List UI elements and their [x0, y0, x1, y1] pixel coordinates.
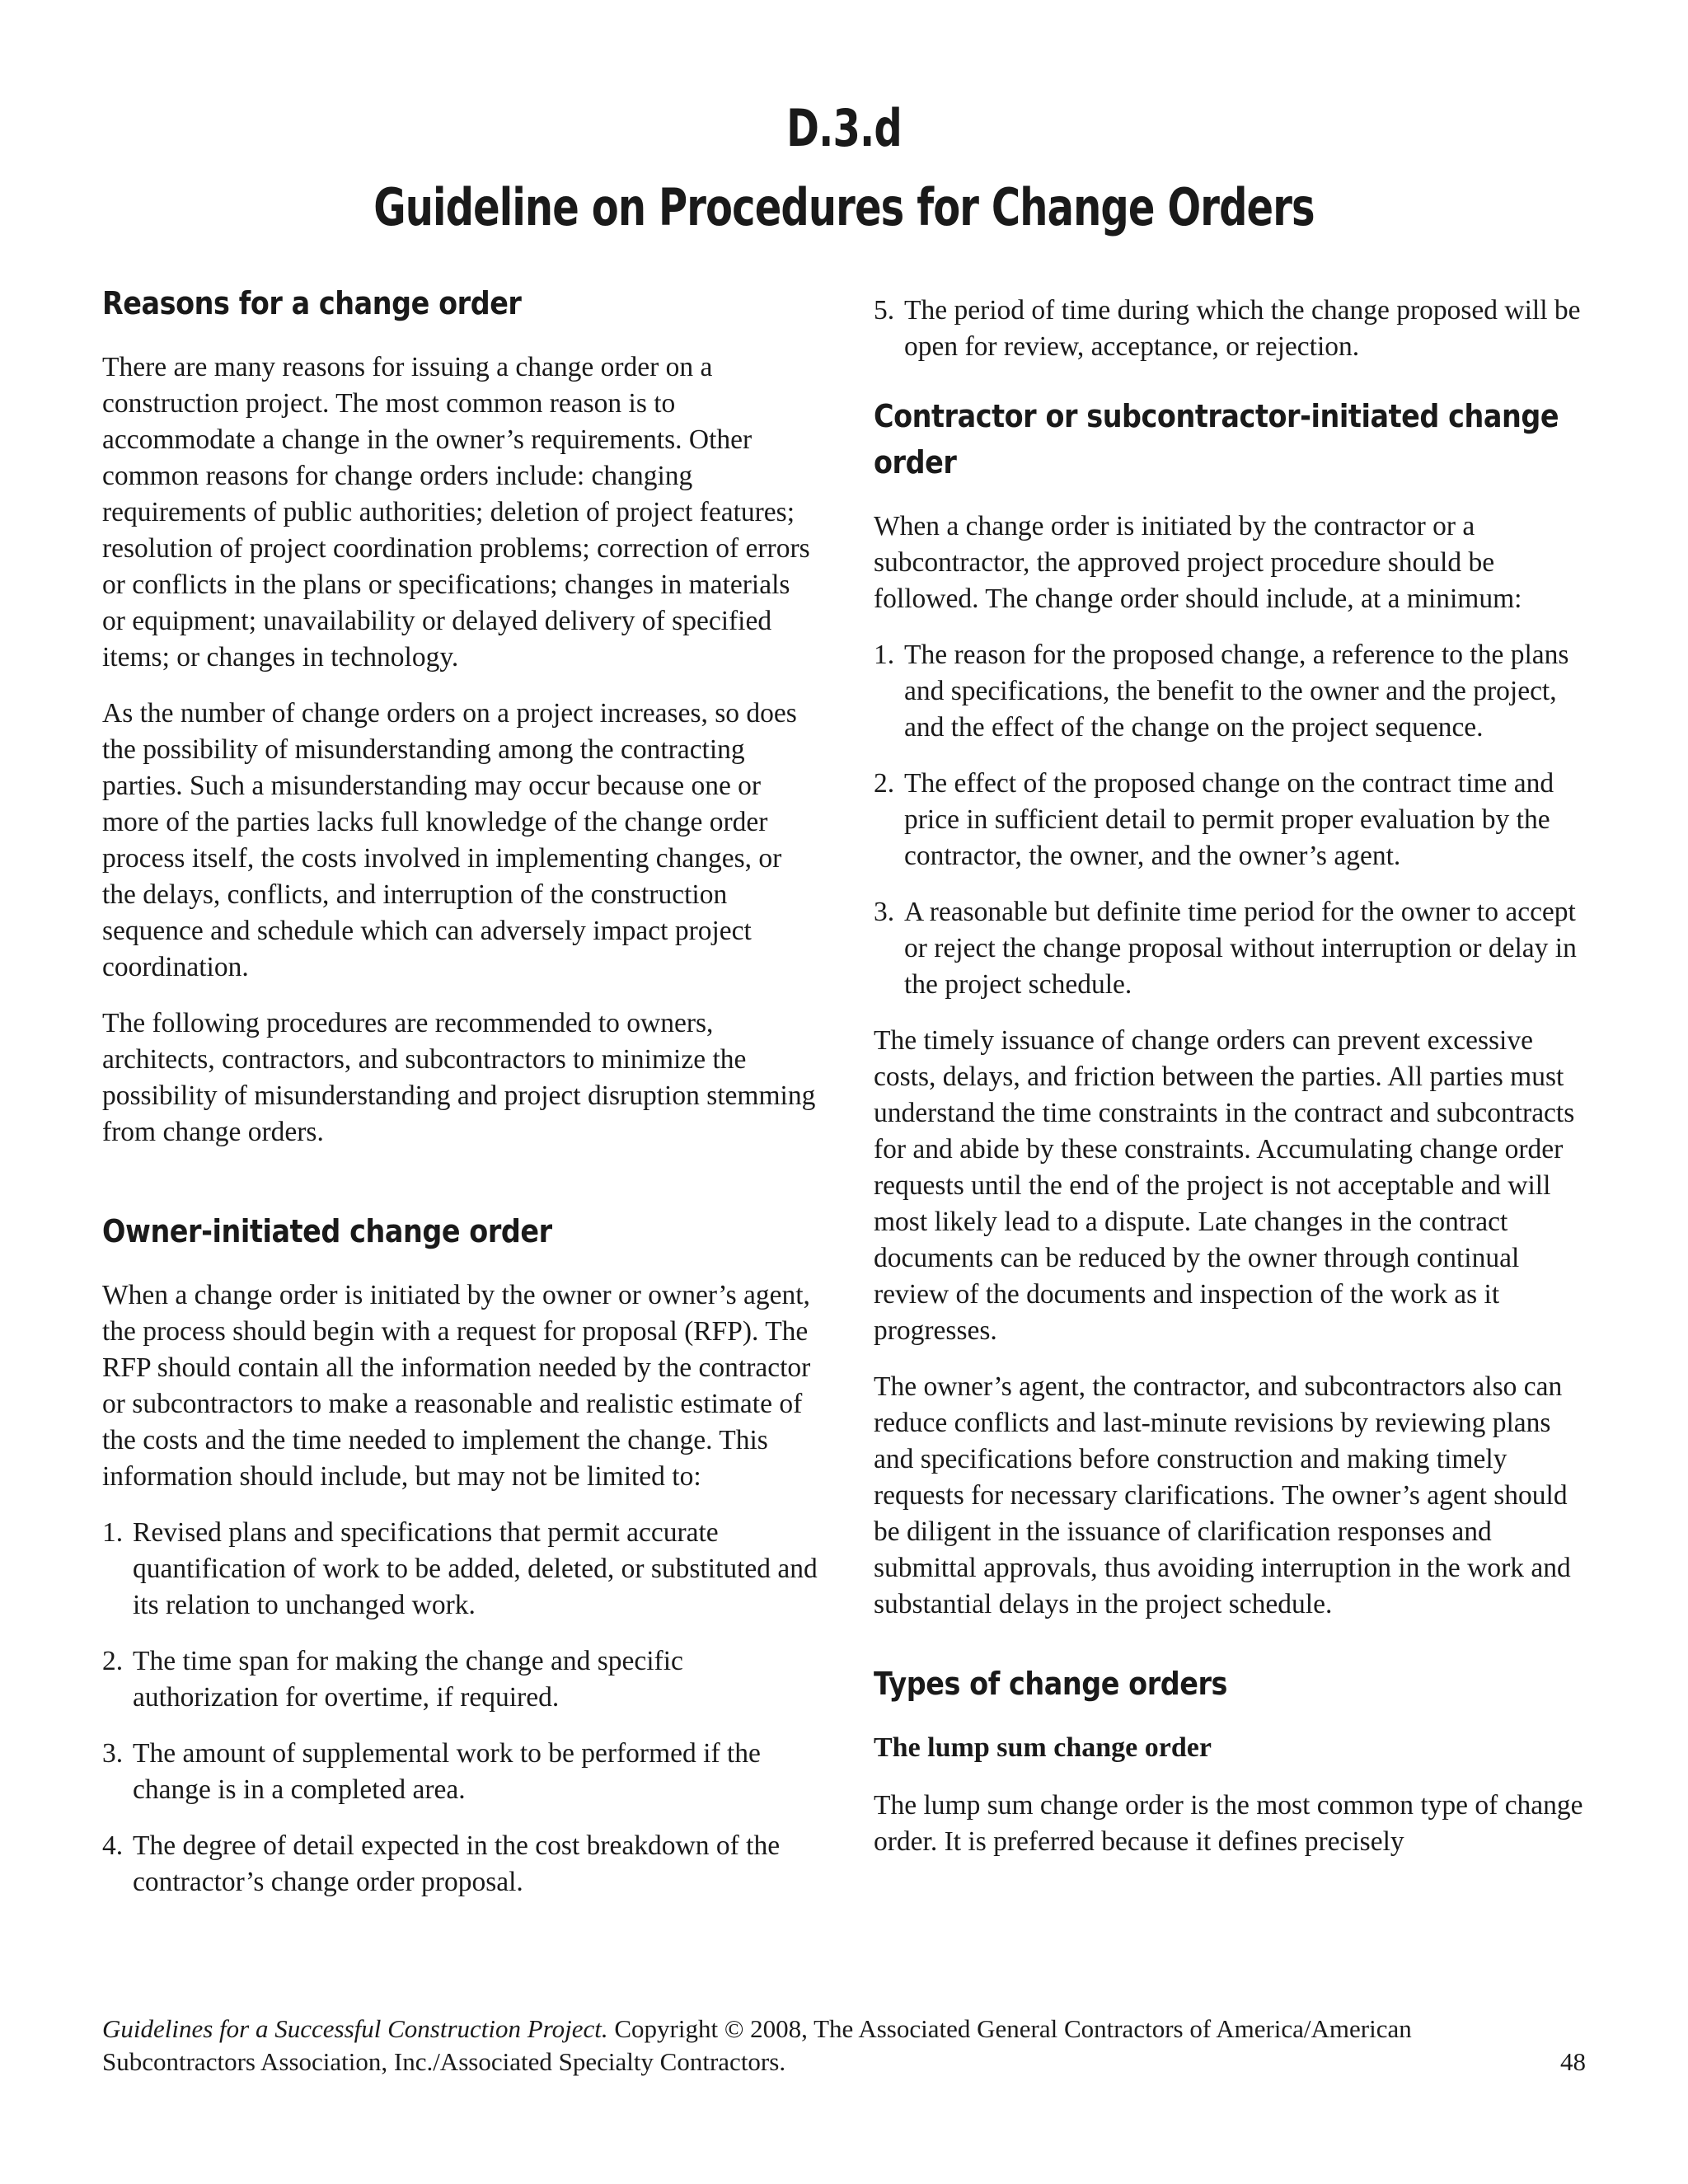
section-code: D.3.d	[786, 98, 902, 158]
paragraph-misunderstanding: As the number of change orders on a project increases, so does the possibility of misunderstanding among the contracting parties. Such a misunderstanding may occur because one or more of the parties lacks full knowledge of the change order process itself, the costs involved in implementing changes, or the delays, conflicts, and interruption of the construction sequence and schedule which can adversely impact project coordination.	[102, 698, 797, 982]
list-item: 3. The amount of supplemental work to be performed if the change is in a completed area.	[102, 1738, 761, 1805]
heading-contractor-initiated: Contractor or subcontractor-initiated change order	[874, 398, 1559, 480]
paragraph-reasons: There are many reasons for issuing a change order on a construction project. The most common reason is to accommodate a change in the owner’s requirements. Other common reasons for change orders include: changing requirements of public authorities; deletion of project features; resolution of project coordination problems; correction of errors or conflicts in the plans or specifications; changes in materials or equipment; unavailability or delayed delivery of specified items; or changes in technology.	[102, 352, 810, 673]
footer-line-1	[102, 2013, 1586, 2046]
list-item: 5. The period of time during which the change proposed will be open for review, acceptance, or rejection.	[874, 295, 1581, 362]
copyright-text: Copyright © 2008, The Associated General Contractors of America/American	[607, 2014, 1412, 2043]
footer-line-2	[102, 2046, 1586, 2079]
list-item: 4. The degree of detail expected in the cost breakdown of the contractor’s change order proposal.	[102, 1830, 781, 1897]
page-footer	[102, 2013, 1586, 2079]
list-item: 2. The time span for making the change and specific authorization for overtime, if required.	[102, 1646, 683, 1713]
paragraph-owners-agent: The owner’s agent, the contractor, and subcontractors also can reduce conflicts and last-minute revisions by reviewing plans and specifications before construction and making timely requests for necessary clarifications. The owner’s agent should be diligent in the issuance of clarification responses and submittal approvals, thus avoiding interruption in the work and substantial delays in the project schedule.	[874, 1371, 1571, 1619]
list-item: 2. The effect of the proposed change on the contract time and price in sufficient detail to permit proper evaluation by the contractor, the owner, and the owner’s agent.	[874, 768, 1554, 871]
copyright-text-2: Subcontractors Association, Inc./Associated Specialty Contractors.	[102, 2047, 786, 2076]
paragraph-procedures: The following procedures are recommended to owners, architects, contractors, and subcontractors to minimize the possibility of misunderstanding and project disruption stemming from change orders.	[102, 1008, 816, 1147]
paragraph-lump-sum: The lump sum change order is the most common type of change order. It is preferred because it defines precisely	[874, 1790, 1583, 1857]
heading-reasons: Reasons for a change order	[102, 285, 522, 321]
list-item: 1. Revised plans and specifications that permit accurate quantification of work to be added, deleted, or substituted and its relation to unchanged work.	[102, 1517, 818, 1620]
heading-types: Types of change orders	[874, 1666, 1228, 1702]
left-column	[102, 280, 819, 1920]
paragraph-owner-rfp: When a change order is initiated by the owner or owner’s agent, the process should begin with a request for proposal (RFP). The RFP should contain all the information needed by the contractor or subcontractors to make a reasonable and realistic estimate of the costs and the time needed to implement the change. This information should include, but may not be limited to:	[102, 1280, 811, 1492]
page-title: Guideline on Procedures for Change Orders	[373, 177, 1315, 237]
heading-owner-initiated: Owner-initiated change order	[102, 1213, 552, 1249]
paragraph-timely-issuance: The timely issuance of change orders can prevent excessive costs, delays, and friction between the parties. All parties must understand the time constraints in the contract and subcontracts for and abide by these constraints. Accumulating change order requests until the end of the project is not acceptable and will most likely lead to a dispute. Late changes in the contract documents can be reduced by the owner through continual review of the documents and inspection of the work as it progresses.	[874, 1025, 1575, 1346]
subheading-lump-sum: The lump sum change order	[874, 1732, 1212, 1763]
right-column	[874, 293, 1591, 1880]
list-item: 3. A reasonable but definite time period for the owner to accept or reject the change proposal without interruption or delay in the project schedule.	[874, 897, 1577, 1000]
book-title: Guidelines for a Successful Construction Project.	[102, 2014, 608, 2043]
page-header	[0, 89, 1688, 247]
list-item: 1. The reason for the proposed change, a reference to the plans and specifications, the benefit to the owner and the project, and the effect of the change on the project sequence.	[874, 640, 1569, 743]
page-number: 48	[1560, 2047, 1586, 2076]
paragraph-contractor: When a change order is initiated by the contractor or a subcontractor, the approved project procedure should be followed. The change order should include, at a minimum:	[874, 511, 1522, 614]
